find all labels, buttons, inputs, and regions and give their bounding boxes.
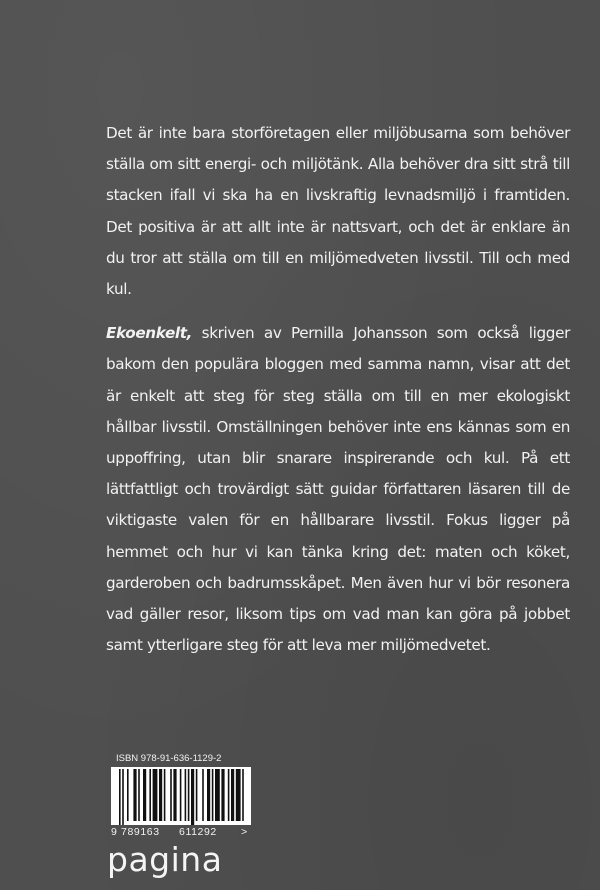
- barcode-bar: [127, 769, 129, 821]
- barcode-bar: [133, 769, 136, 821]
- barcode-bar: [191, 769, 194, 825]
- barcode-bar: [215, 769, 220, 821]
- isbn-label: ISBN 978-91-636-1129-2: [116, 753, 222, 764]
- barcode-bar: [180, 769, 182, 821]
- barcode-bar: [228, 769, 230, 821]
- barcode-bar: [207, 769, 210, 821]
- barcode-bar: [122, 769, 124, 825]
- barcode-bar: [212, 769, 214, 821]
- barcode-bar: [242, 769, 244, 821]
- book-title: Ekoenkelt,: [106, 324, 193, 343]
- barcode-bar: [153, 769, 158, 821]
- barcode-bar: [170, 769, 172, 821]
- barcode-bar: [143, 769, 146, 821]
- barcode-icon: [111, 767, 251, 825]
- barcode-digits: [111, 826, 251, 838]
- barcode-digits-left: 789163: [121, 826, 160, 838]
- barcode-bar: [236, 769, 241, 821]
- blurb-paragraph-1: Det är inte bara storföretagen eller miljöbusarna som behöver ställa om sitt energi- och miljötänk. Alla behöver dra sitt strå till stacken ifall vi ska ha en livskraftig levnadsmiljö i framtiden. Det positiva är att allt inte är nattsvart, och det är enklare än du tror att ställa om till en miljömedveten livsstil. Till och med kul.: [106, 124, 570, 299]
- barcode-bar: [138, 769, 140, 821]
- barcode-digits-right: 611292: [179, 826, 217, 838]
- barcode-bar: [119, 769, 121, 825]
- barcode-arrow: >: [241, 826, 248, 838]
- blurb-paragraph-2: [106, 318, 570, 661]
- barcode-bar: [202, 769, 204, 821]
- barcode-bar: [196, 769, 198, 821]
- barcode-bar: [231, 769, 234, 821]
- barcode-bar: [164, 769, 166, 821]
- barcode-digit-first: 9: [111, 826, 117, 838]
- barcode-bar: [185, 769, 187, 821]
- barcode-bar: [159, 769, 162, 821]
- blurb-paragraph-2-text: skriven av Pernilla Johansson som också ligger bakom den populära bloggen med samma namn, visar att det är enkelt att steg för steg ställa om till en mer ekologiskt hållbar livsstil. Omställningen behöver inte ens kännas som en uppoffring, utan blir snarare inspirerande och kul. På ett lättfattligt och trovärdigt sätt guidar författaren läsaren till de viktigaste valen för en hållbarare livsstil. Fokus ligger på hemmet och hur vi kan tänka kring det: maten och köket, garderoben och badrumsskåpet. Men även hur vi bör resonera vad gäller resor, liksom tips om vad man kan göra på jobbet samt ytterligare steg för att leva mer miljömedvetet.: [106, 324, 570, 655]
- barcode-bar: [221, 769, 224, 821]
- publisher-logo: pagina: [107, 840, 223, 879]
- barcode-area: [111, 753, 251, 838]
- barcode-bar: [188, 769, 190, 821]
- barcode-bar: [149, 769, 151, 821]
- barcode-bar: [173, 769, 176, 821]
- back-cover-blurb: [106, 118, 570, 661]
